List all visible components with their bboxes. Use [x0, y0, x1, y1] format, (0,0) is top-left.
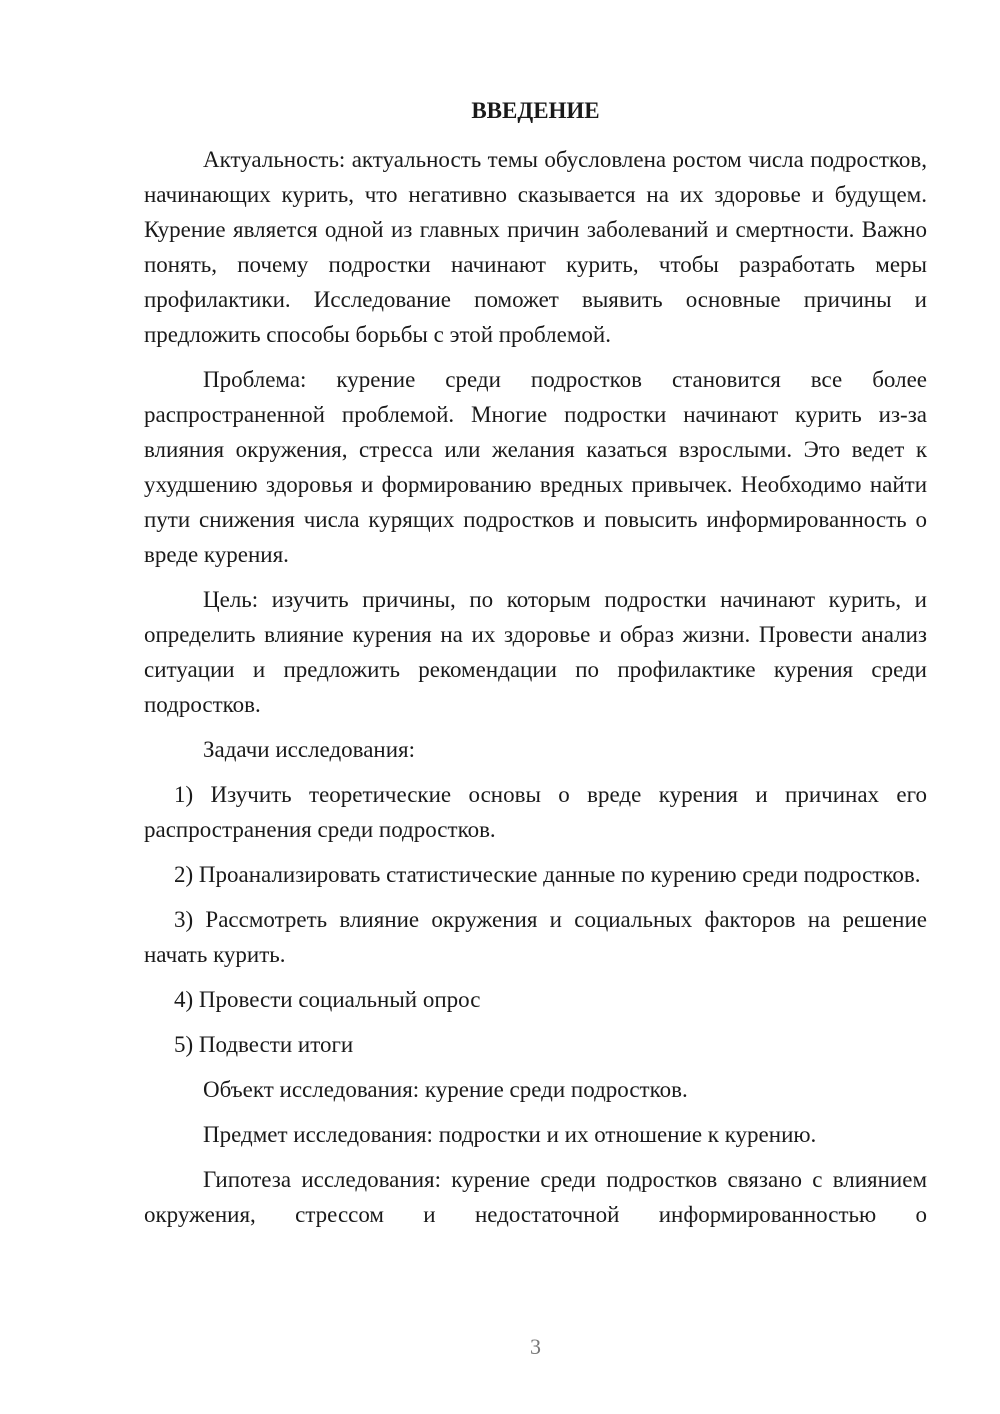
tasks-title: Задачи исследования:	[203, 737, 416, 762]
task-item: 5) Подвести итоги	[174, 1032, 354, 1057]
task-item: 3) Рассмотреть влияние окружения и социальных факторов на решение начать курить.	[144, 907, 927, 967]
section-heading: ВВЕДЕНИЕ	[471, 98, 600, 123]
research-subject: Предмет исследования: подростки и их отношение к курению.	[203, 1122, 817, 1147]
relevance-paragraph: Актуальность: актуальность темы обусловлена ростом числа подростков, начинающих курить, что негативно сказывается на их здоровье и будущем. Курение является одной из главных причин заболеваний и смертности. Важно понять, почему подростки начинают курить, чтобы разработать меры профилактики. Исследование поможет выявить основные причины и предложить способы борьбы с этой проблемой.	[144, 147, 927, 347]
document-body	[144, 142, 927, 1232]
document-page	[144, 0, 927, 1414]
goal-paragraph: Цель: изучить причины, по которым подростки начинают курить, и определить влияние курения на их здоровье и образ жизни. Провести анализ ситуации и предложить рекомендации по профилактике курения среди подростков.	[144, 587, 927, 717]
task-item: 2) Проанализировать статистические данные по курению среди подростков.	[174, 862, 921, 887]
research-hypothesis: Гипотеза исследования: курение среди подростков связано с влиянием окружения, стрессом и недостаточной информированностью о	[144, 1167, 927, 1227]
page-number: 3	[530, 1334, 541, 1359]
task-item: 4) Провести социальный опрос	[174, 987, 481, 1012]
problem-paragraph: Проблема: курение среди подростков становится все более распространенной проблемой. Многие подростки начинают курить из-за влияния окружения, стресса или желания казаться взрослыми. Это ведет к ухудшению здоровья и формированию вредных привычек. Необходимо найти пути снижения числа курящих подростков и повысить информированность о вреде курения.	[144, 367, 927, 567]
research-object: Объект исследования: курение среди подростков.	[203, 1077, 688, 1102]
task-item: 1) Изучить теоретические основы о вреде курения и причинах его распространения среди подростков.	[144, 782, 927, 842]
